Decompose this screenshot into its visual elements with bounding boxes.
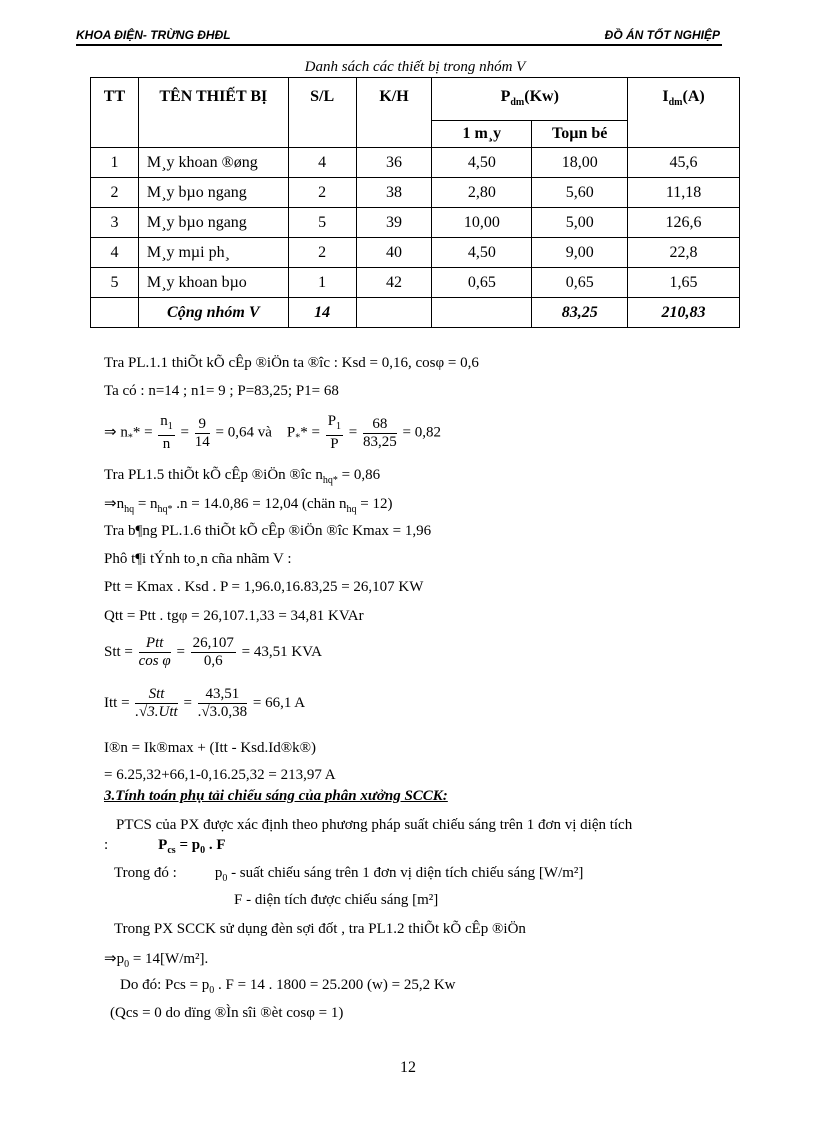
table-cell: 5,00 [532, 208, 628, 238]
header-p-total: Toµn bé [532, 121, 628, 148]
table-cell: 36 [356, 148, 432, 178]
table-row [91, 238, 740, 268]
table-cell: 18,00 [532, 148, 628, 178]
table-cell: 39 [356, 208, 432, 238]
text-line: = 6.25,32+66,1-0,16.25,32 = 213,97 A [104, 767, 336, 783]
text-line: $\Rightarrow p_0 = 14[W/m^2]$. [104, 951, 209, 970]
header-idm: $I_{dm}(A)$ [628, 78, 740, 148]
header-pdm: $P_{dm}(Kw)$ [432, 78, 628, 121]
page-header [76, 22, 722, 46]
header-p-one: 1 m¸y [432, 121, 532, 148]
table-cell: 5,60 [532, 178, 628, 208]
table-cell: 2 [288, 178, 356, 208]
table-row [91, 268, 740, 298]
table-cell: 4 [288, 148, 356, 178]
header-right: ĐỒ ÁN TỐT NGHIỆP [604, 28, 720, 42]
table-cell: 4 [91, 238, 139, 268]
table-cell: M¸y bµo ngang [138, 178, 288, 208]
formula-stt: Stt = $\frac{\text{Ptt}}{\text{cos φ}}$ = $\frac{26,107}{0,6}$ = 43,51 KVA [104, 635, 322, 669]
table-cell: 2 [91, 178, 139, 208]
table-cell: 10,00 [432, 208, 532, 238]
text-line: Trong đó : $p_0$ - suất chiếu sáng trên 1 đơn vị diện tích chiếu sáng [W/m²] [114, 865, 584, 884]
table-cell: 2,80 [432, 178, 532, 208]
table-cell: 40 [356, 238, 432, 268]
total-cell [432, 298, 532, 328]
table-cell: 9,00 [532, 238, 628, 268]
table-cell: M¸y khoan ®øng [138, 148, 288, 178]
text-line: $\Rightarrow n_{hq} = n_{hq*}$ .n = 14.0,86 = 12,04 (chän $n_{hq} = 12$) [104, 496, 393, 515]
table-body [91, 148, 740, 328]
header-name: TÊN THIẾT BỊ [138, 78, 288, 148]
table-row [91, 208, 740, 238]
table-cell: M¸y khoan bµo [138, 268, 288, 298]
header-left: KHOA ĐIỆN- TRỪNG ĐHĐL [76, 28, 231, 42]
table-cell: 5 [288, 208, 356, 238]
total-cell: 210,83 [628, 298, 740, 328]
table-row [91, 178, 740, 208]
text-line: Do đó: Pcs = $p_0$ . F = 14 . 1800 = 25.200 (w) = 25,2 Kw [120, 977, 456, 996]
equipment-table [90, 77, 740, 328]
total-cell: 83,25 [532, 298, 628, 328]
table-cell: 126,6 [628, 208, 740, 238]
table-cell: 11,18 [628, 178, 740, 208]
header-sl: S/L [288, 78, 356, 148]
section-heading: 3.Tính toán phụ tải chiếu sáng của phân xưởng SCCK: [104, 788, 448, 804]
text-line: (Qcs = 0 do dïng ®Ìn sîi ®èt cosφ = 1) [110, 1005, 344, 1021]
formula-pcs: : $P_{cs} = p_0$ . F [104, 837, 226, 856]
text-line: Trong PX SCCK sử dụng đèn sợi đốt , tra PL1.2 thiÕt kÕ cÊp ®iÖn [114, 921, 526, 937]
table-row [91, 148, 740, 178]
text-line: Tra PL1.5 thiÕt kÕ cÊp ®iÖn ®îc $n_{hq*} = 0,86$ [104, 467, 381, 486]
table-cell: 45,6 [628, 148, 740, 178]
total-cell [91, 298, 139, 328]
total-cell: 14 [288, 298, 356, 328]
table-cell: 1 [91, 148, 139, 178]
table-cell: 2 [288, 238, 356, 268]
text-line: Ta có : n=14 ; n1= 9 ; P=83,25; P1= 68 [104, 383, 339, 399]
text-line: PTCS của PX được xác định theo phương pháp suất chiếu sáng trên 1 đơn vị diện tích [116, 817, 633, 833]
table-cell: 4,50 [432, 238, 532, 268]
table-cell: 22,8 [628, 238, 740, 268]
text-line: Qtt = Ptt . tgφ = 26,107.1,33 = 34,81 KVAr [104, 608, 364, 624]
text-line: Tra PL.1.1 thiÕt kÕ cÊp ®iÖn ta ®îc : Ksd = 0,16, cosφ = 0,6 [104, 355, 479, 371]
header-kh: K/H [356, 78, 432, 148]
table-cell: M¸y mµi ph¸ [138, 238, 288, 268]
table-cell: 1,65 [628, 268, 740, 298]
header-tt: TT [91, 78, 139, 148]
formula-itt: Itt = $\frac{\text{Stt}}{\text{.√3.Utt}}$ = $\frac{43,51}{.√3.0,38}$ = 66,1 A [104, 686, 306, 720]
page-number: 12 [400, 1059, 416, 1076]
text-line: I®n = Ik®max + (Itt - Ksd.Id®k®) [104, 740, 317, 756]
table-cell: 3 [91, 208, 139, 238]
formula-ratios: ⇒ $n_**$ = $\frac{n_1}{n}$ = $\frac{9}{14}$ = 0,64 và $P_**$ = $\frac{P_1}{P}$ = $\frac{68}{83,25}$ = 0,82 [104, 413, 441, 452]
total-cell [356, 298, 432, 328]
total-cell: Cộng nhóm V [138, 298, 288, 328]
table-cell: 1 [288, 268, 356, 298]
table-caption: Danh sách các thiết bị trong nhóm V [304, 59, 526, 75]
table-total-row [91, 298, 740, 328]
table-cell: M¸y bµo ngang [138, 208, 288, 238]
table-cell: 5 [91, 268, 139, 298]
table-cell: 0,65 [432, 268, 532, 298]
text-line: Tra b¶ng PL.1.6 thiÕt kÕ cÊp ®iÖn ®îc Kmax = 1,96 [104, 523, 432, 539]
text-line: Ptt = Kmax . Ksd . P = 1,96.0,16.83,25 = 26,107 KW [104, 579, 424, 595]
table-cell: 38 [356, 178, 432, 208]
table-cell: 0,65 [532, 268, 628, 298]
table-cell: 42 [356, 268, 432, 298]
text-line: F - diện tích được chiếu sáng [m²] [234, 892, 439, 908]
table-cell: 4,50 [432, 148, 532, 178]
text-line: Phô t¶i tÝnh to¸n cña nhãm V : [104, 551, 292, 567]
